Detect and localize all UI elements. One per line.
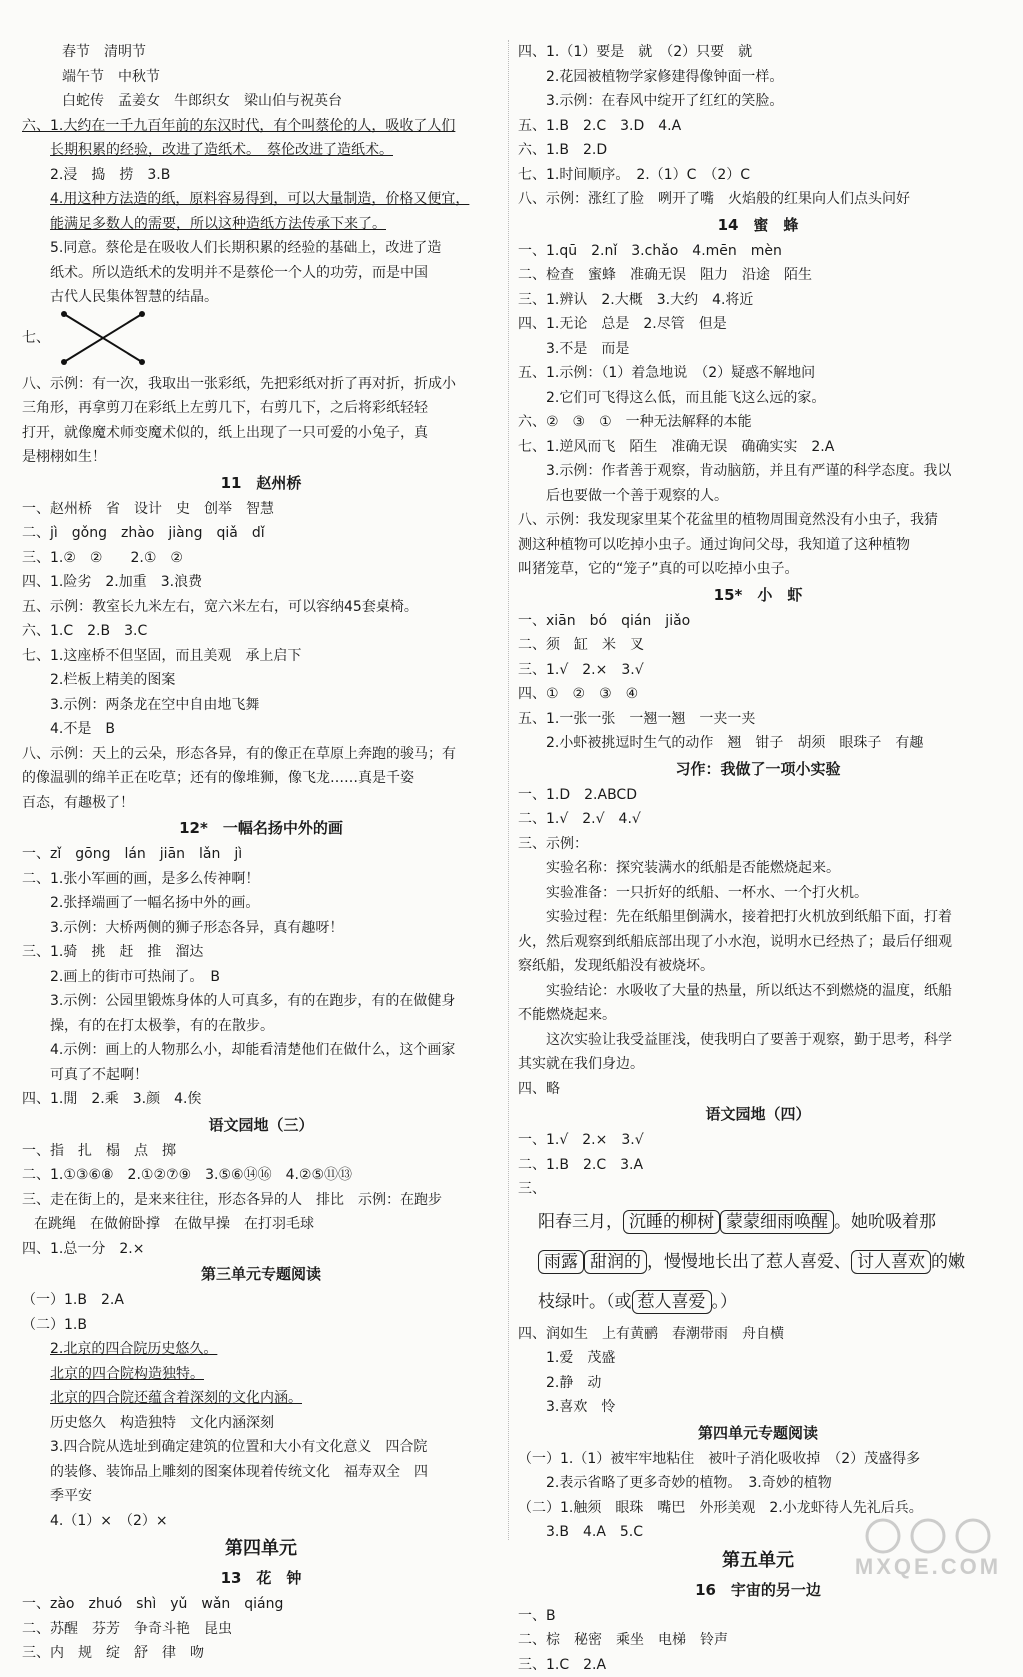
- line-text: 4.（1）× （2）×: [50, 1513, 168, 1529]
- answer-line: [22, 619, 500, 644]
- answer-line: [22, 965, 500, 990]
- line-text: 2.花园被植物学家修建得像钟面一样。: [546, 69, 783, 85]
- line-text: 北京的四合院还蕴含着深刻的文化内涵。: [50, 1390, 302, 1406]
- answer-line: [22, 1617, 500, 1642]
- line-text: 2.栏板上精美的图案: [50, 672, 175, 688]
- answer-line: [22, 842, 500, 867]
- line-text: 二、jì gǒng zhào jiàng qiǎ dǐ: [22, 525, 265, 541]
- line-text: 三、1.辨认 2.大概 3.大约 4.将近: [518, 292, 753, 308]
- line-text: 北京的四合院构造独特。: [50, 1366, 204, 1382]
- line-text: 八、示例：有一次，我取出一张彩纸，先把彩纸对折了再对折，折成小: [22, 376, 456, 392]
- answer-line: [518, 263, 998, 288]
- line-text: 2.静 动: [546, 1375, 601, 1391]
- answer-line: [22, 1509, 500, 1534]
- line-text: 3.喜欢 怜: [546, 1399, 615, 1415]
- line-text: 测这种植物可以吃掉小虫子。通过询问父母，我知道了这种植物: [518, 537, 910, 553]
- line-text: 语文园地（四）: [705, 1105, 810, 1123]
- section-heading: [518, 582, 998, 609]
- answer-line: [518, 1628, 998, 1653]
- line-text: 七、: [22, 330, 50, 346]
- line-text: 五、1.一张一张 一翘一翘 一夹一夹: [518, 711, 755, 727]
- line-text: 11 赵州桥: [221, 474, 302, 492]
- line-text: 二、检查 蜜蜂 准确无误 阻力 沿途 陌生: [518, 267, 812, 283]
- line-text: 一、B: [518, 1608, 556, 1624]
- watermark-icon: [843, 1516, 1013, 1556]
- hand-boxed: 惹人喜爱: [632, 1290, 712, 1314]
- answer-line: [518, 930, 998, 955]
- answer-line: [518, 832, 998, 857]
- line-text: 五、1.B 2.C 3.D 4.A: [518, 118, 681, 134]
- line-text: 二、1.张小军画的画，是多么传神啊！: [22, 871, 259, 887]
- answer-line: [518, 731, 998, 756]
- line-text: 一、xiān bó qián jiǎo: [518, 613, 690, 629]
- line-text: 历史悠久 构造独特 文化内涵深刻: [50, 1415, 274, 1431]
- answer-line: [518, 1028, 998, 1053]
- line-text: 一、1.D 2.ABCD: [518, 787, 637, 803]
- right-column-top: [518, 40, 998, 1202]
- line-text: 四、略: [518, 1081, 560, 1097]
- line-text: 六、1.C 2.B 3.C: [22, 623, 147, 639]
- answer-line: [22, 89, 500, 114]
- line-text: 一、1.qū 2.nǐ 3.chǎo 4.mēn mèn: [518, 243, 782, 259]
- answer-line: [22, 1087, 500, 1112]
- answer-line: [518, 1003, 998, 1028]
- hand-text: ，慢慢地长出了惹人喜爱、: [647, 1252, 851, 1272]
- line-text: 习作：我做了一项小实验: [675, 760, 840, 778]
- answer-line: [518, 881, 998, 906]
- line-text: 是栩栩如生！: [22, 449, 106, 465]
- line-text: 春节 清明节: [62, 44, 146, 60]
- line-text: 四、1.閒 2.乘 3.颜 4.俟: [22, 1091, 201, 1107]
- line-text: 四、润如生 上有黄鹂 春潮带雨 舟自横: [518, 1326, 784, 1342]
- line-text: 三角形，再拿剪刀在彩纸上左剪几下，右剪几下，之后将彩纸轻轻: [22, 400, 428, 416]
- line-text: （一）1.B 2.A: [22, 1292, 124, 1308]
- line-text: 3.不是 而是: [546, 341, 629, 357]
- answer-line: [518, 508, 998, 533]
- answer-line: [22, 867, 500, 892]
- answer-line: [518, 1395, 998, 1420]
- line-text: 3.示例：作者善于观察，肯动脑筋，并且有严谨的科学态度。我以: [546, 463, 951, 479]
- answer-line: [518, 312, 998, 337]
- section-heading: [518, 212, 998, 239]
- line-text: 一、指 扎 榻 点 掷: [22, 1143, 176, 1159]
- answer-line: [22, 766, 500, 791]
- answer-line: [22, 261, 500, 286]
- line-text: 一、1.√ 2.× 3.√: [518, 1132, 644, 1148]
- line-text: 端午节 中秋节: [62, 69, 160, 85]
- line-text: 2.张择端画了一幅名扬中外的画。: [50, 895, 259, 911]
- section-heading: [22, 1112, 500, 1139]
- line-text: 二、1.①③⑥⑧ 2.①②⑦⑨ 3.⑤⑥⑭⑯ 4.②⑤⑪⑬: [22, 1167, 352, 1183]
- answer-line: [518, 658, 998, 683]
- answer-line: [22, 916, 500, 941]
- line-text: 七、1.这座桥不但坚固，而且美观 承上启下: [22, 648, 301, 664]
- line-text: 二、须 缸 米 叉: [518, 637, 644, 653]
- line-text: 三、1.骑 挑 赶 推 溜达: [22, 944, 203, 960]
- section-heading: [22, 470, 500, 497]
- answer-line: [22, 372, 500, 397]
- line-text: 八、示例：我发现家里某个花盆里的植物周围竟然没有小虫子，我猜: [518, 512, 938, 528]
- hand-line-2: [518, 1242, 998, 1282]
- line-text: 第五单元: [722, 1550, 794, 1571]
- answer-line: [22, 693, 500, 718]
- line-text: 3.B 4.A 5.C: [546, 1524, 643, 1540]
- answer-line: [22, 989, 500, 1014]
- answer-line: [518, 65, 998, 90]
- line-text: 3.示例：在春风中绽开了红红的笑脸。: [546, 93, 783, 109]
- line-text: 火，然后观察到纸船底部出现了小水泡，说明水已经热了；最后仔细观: [518, 934, 952, 950]
- line-text: 二、棕 秘密 乘坐 电梯 铃声: [518, 1632, 728, 1648]
- line-text: 三、1.C 2.A: [518, 1657, 606, 1673]
- answer-line: [22, 1288, 500, 1313]
- line-text: 在跳绳 在做俯卧撑 在做早操 在打羽毛球: [34, 1216, 314, 1232]
- line-text: 3.四合院从选址到确定建筑的位置和大小有文化意义 四合院: [50, 1439, 427, 1455]
- section-heading: [518, 1101, 998, 1128]
- line-text: 的像温驯的绵羊正在吃草；还有的像堆狮，像飞龙……真是千姿: [22, 770, 414, 786]
- answer-line: [22, 1063, 500, 1088]
- line-text: 察纸船，发现纸船没有被烧坏。: [518, 958, 714, 974]
- line-text: 白蛇传 孟姜女 牛郎织女 梁山伯与祝英台: [62, 93, 342, 109]
- watermark-text: MXQE.COM: [843, 1554, 1013, 1580]
- line-text: 13 花 钟: [221, 1569, 302, 1587]
- answer-line: [518, 138, 998, 163]
- answer-line: [518, 1653, 998, 1677]
- answer-line: [22, 644, 500, 669]
- line-text: 百态，有趣极了！: [22, 795, 134, 811]
- hand-text: 。她吮吸着那: [834, 1212, 936, 1232]
- line-text: 实验准备：一只折好的纸船、一杯水、一个打火机。: [546, 885, 868, 901]
- line-text: 五、示例：教室长九米左右，宽六米左右，可以容纳45套桌椅。: [22, 599, 418, 615]
- answer-line: [518, 954, 998, 979]
- answer-line: [518, 1604, 998, 1629]
- line-text: 2.北京的四合院历史悠久。: [50, 1341, 217, 1357]
- line-text: 2.它们可飞得这么低，而且能飞这么远的家。: [546, 390, 825, 406]
- answer-line: [22, 570, 500, 595]
- line-text: 五、1.示例：（1）着急地说 （2）疑惑不解地问: [518, 365, 815, 381]
- line-text: 2.浸 捣 捞 3.B: [50, 167, 170, 183]
- answer-line: [22, 1592, 500, 1617]
- answer-line: [22, 1188, 500, 1213]
- line-text: 三、: [518, 1181, 546, 1197]
- line-text: 其实就在我们身边。: [518, 1056, 644, 1072]
- hand-boxed: 蒙蒙细雨唤醒: [720, 1210, 834, 1234]
- section-heading: [518, 756, 998, 783]
- answer-line: [518, 114, 998, 139]
- section-heading: [518, 1420, 998, 1447]
- answer-line: [22, 668, 500, 693]
- answer-line: [518, 435, 998, 460]
- answer-line: [22, 1460, 500, 1485]
- section-heading: [22, 1533, 500, 1565]
- answer-line: [518, 1177, 998, 1202]
- answer-line: [22, 891, 500, 916]
- line-text: 二、1.√ 2.√ 4.√: [518, 811, 641, 827]
- handwritten-answer: [518, 1202, 998, 1322]
- line-text: 12* 一幅名扬中外的画: [179, 819, 343, 837]
- line-text: 打开，就像魔术师变魔术似的，纸上出现了一只可爱的小兔子，真: [22, 425, 428, 441]
- line-text: 四、① ② ③ ④: [518, 686, 638, 702]
- answer-line: [22, 421, 500, 446]
- right-column: [518, 40, 998, 1677]
- section-heading: [22, 1261, 500, 1288]
- line-text: 1.爱 茂盛: [546, 1350, 615, 1366]
- answer-line: [518, 1128, 998, 1153]
- answer-line: [22, 1139, 500, 1164]
- line-text: 5.同意。蔡伦是在吸收人们长期积累的经验的基础上，改进了造: [50, 240, 441, 256]
- answer-line: [22, 1435, 500, 1460]
- answer-line: [22, 65, 500, 90]
- answer-line: [518, 682, 998, 707]
- line-text: 3.示例：公园里锻炼身体的人可真多，有的在跑步，有的在做健身: [50, 993, 455, 1009]
- hand-text: 的嫩: [931, 1252, 965, 1272]
- line-text: 第四单元: [225, 1538, 297, 1559]
- answer-line: [518, 557, 998, 582]
- answer-line: [22, 940, 500, 965]
- answer-line: [22, 163, 500, 188]
- line-text: 季平安: [50, 1488, 92, 1504]
- answer-line: [22, 742, 500, 767]
- hand-text: 阳春三月，: [538, 1212, 623, 1232]
- line-text: 实验名称：探究装满水的纸船是否能燃烧起来。: [546, 860, 840, 876]
- answer-line: [22, 1362, 500, 1387]
- line-text: （一）1.（1）被牢牢地粘住 被叶子消化吸收掉 （2）茂盛得多: [518, 1451, 920, 1467]
- line-text: 可真了不起啊！: [50, 1067, 148, 1083]
- answer-line: [518, 484, 998, 509]
- line-text: 二、苏醒 芬芳 争奇斗艳 昆虫: [22, 1621, 232, 1637]
- line-text: 2.画上的街市可热闹了。 B: [50, 969, 220, 985]
- line-text: 操，有的在打太极拳，有的在散步。: [50, 1018, 274, 1034]
- line-text: 一、赵州桥 省 设计 史 创举 智慧: [22, 501, 274, 517]
- hand-text: 。）: [712, 1292, 738, 1312]
- line-text: （二）1.B: [22, 1317, 87, 1333]
- answer-line: [22, 114, 500, 139]
- line-text: 实验结论：水吸收了大量的热量，所以纸达不到燃烧的温度，纸船: [546, 983, 952, 999]
- answer-line: [22, 1313, 500, 1338]
- line-text: 后也要做一个善于观察的人。: [546, 488, 728, 504]
- hand-boxed: 讨人喜欢: [851, 1250, 931, 1274]
- answer-line: [22, 546, 500, 571]
- line-text: 三、走在街上的，是来来往往，形态各异的人 排比 示例：在跑步: [22, 1192, 442, 1208]
- line-text: 第四单元专题阅读: [698, 1424, 818, 1442]
- answer-line: [22, 1212, 500, 1237]
- line-text: 四、1.总一分 2.×: [22, 1241, 144, 1257]
- line-text: 14 蜜 蜂: [718, 216, 799, 234]
- answer-line: [22, 138, 500, 163]
- line-text: 长期积累的经验，改进了造纸术。 蔡伦改进了造纸术。: [50, 142, 393, 158]
- answer-line: [22, 396, 500, 421]
- answer-line: [22, 187, 500, 212]
- section-heading: [22, 1565, 500, 1592]
- line-text: 16 宇宙的另一边: [695, 1581, 821, 1599]
- answer-line: [518, 633, 998, 658]
- answer-line: [22, 521, 500, 546]
- answer-line: [22, 1337, 500, 1362]
- line-text: 二、1.B 2.C 3.A: [518, 1157, 643, 1173]
- answer-line: [518, 1153, 998, 1178]
- answer-line: [518, 40, 998, 65]
- line-text: 六、1.B 2.D: [518, 142, 607, 158]
- line-text: 四、1.险劣 2.加重 3.浪费: [22, 574, 202, 590]
- line-text: 15* 小 虾: [714, 586, 803, 604]
- answer-line: [518, 979, 998, 1004]
- line-text: 语文园地（三）: [208, 1116, 313, 1134]
- answer-line: [518, 89, 998, 114]
- answer-line: [518, 1346, 998, 1371]
- column-divider: [508, 40, 509, 1540]
- hand-boxed: 沉睡的柳树: [623, 1210, 720, 1234]
- line-text: 七、1.时间顺序。 2.（1）C （2）C: [518, 167, 750, 183]
- line-text: 七、1.逆风而飞 陌生 准确无误 确确实实 2.A: [518, 439, 834, 455]
- answer-line: [22, 1484, 500, 1509]
- answer-line: [22, 236, 500, 261]
- line-text: 古代人民集体智慧的结晶。: [50, 289, 218, 305]
- answer-line: [518, 609, 998, 634]
- line-text: 第三单元专题阅读: [201, 1265, 321, 1283]
- answer-line: [22, 285, 500, 310]
- line-text: 八、示例：涨红了脸 咧开了嘴 火焰般的红果向人们点头问好: [518, 191, 910, 207]
- answer-line: [518, 187, 998, 212]
- answer-line: [518, 707, 998, 732]
- answer-line: [22, 497, 500, 522]
- line-text: 六、② ③ ① 一种无法解释的本能: [518, 414, 752, 430]
- line-text: 六、1.大约在一千九百年前的东汉时代，有个叫蔡伦的人，吸收了人们: [22, 118, 455, 134]
- line-text: 四、1.无论 总是 2.尽管 但是: [518, 316, 727, 332]
- line-text: 一、zǐ gōng lán jiān lǎn jì: [22, 846, 242, 862]
- line-text: 实验过程：先在纸船里倒满水，接着把打火机放到纸船下面，打着: [546, 909, 952, 925]
- answer-line: [22, 310, 500, 372]
- line-text: 四、1.（1）要是 就 （2）只要 就: [518, 44, 752, 60]
- answer-line: [22, 791, 500, 816]
- line-text: 2.表示省略了更多奇妙的植物。 3.奇妙的植物: [546, 1475, 832, 1491]
- line-text: （二）1.触须 眼珠 嘴巴 外形美观 2.小龙虾待人先礼后兵。: [518, 1500, 923, 1516]
- answer-line: [518, 1322, 998, 1347]
- line-text: 这次实验让我受益匪浅，使我明白了要善于观察，勤于思考，科学: [546, 1032, 952, 1048]
- answer-line: [518, 807, 998, 832]
- answer-line: [22, 1386, 500, 1411]
- answer-line: [22, 595, 500, 620]
- answer-line: [22, 1038, 500, 1063]
- answer-line: [22, 40, 500, 65]
- line-text: 4.不是 B: [50, 721, 115, 737]
- answer-line: [518, 1052, 998, 1077]
- answer-line: [518, 459, 998, 484]
- answer-line: [22, 445, 500, 470]
- answer-line: [518, 163, 998, 188]
- answer-line: [22, 212, 500, 237]
- answer-line: [518, 288, 998, 313]
- line-text: 纸术。所以造纸术的发明并不是蔡伦一个人的功劳，而是中国: [50, 265, 428, 281]
- answer-line: [22, 717, 500, 742]
- hand-text: 枝绿叶。（或: [538, 1292, 632, 1312]
- answer-line: [518, 783, 998, 808]
- answer-line: [518, 1077, 998, 1102]
- line-text: 叫猪笼草，它的“笼子”真的可以吃掉小虫子。: [518, 561, 799, 577]
- line-text: 不能燃烧起来。: [518, 1007, 616, 1023]
- answer-line: [518, 856, 998, 881]
- answer-line: [518, 905, 998, 930]
- line-text: 三、内 规 绽 舒 律 吻: [22, 1645, 204, 1661]
- line-text: 八、示例：天上的云朵，形态各异，有的像正在草原上奔跑的骏马；有: [22, 746, 456, 762]
- matching-lines-icon: [58, 310, 148, 366]
- answer-line: [518, 1471, 998, 1496]
- answer-line: [518, 1447, 998, 1472]
- hand-boxed: 甜润的: [584, 1250, 647, 1274]
- hand-boxed: 雨露: [538, 1250, 584, 1274]
- hand-line-3: [518, 1282, 998, 1322]
- answer-line: [22, 1163, 500, 1188]
- answer-line: [518, 337, 998, 362]
- line-text: 三、1.② ② 2.① ②: [22, 550, 183, 566]
- answer-line: [518, 361, 998, 386]
- line-text: 能满足多数人的需要，所以这种造纸方法传承下来了。: [50, 216, 386, 232]
- right-column-bottom: [518, 1322, 998, 1677]
- line-text: 2.小虾被挑逗时生气的动作 翘 钳子 胡须 眼珠子 有趣: [546, 735, 923, 751]
- line-text: 4.示例：画上的人物那么小，却能看清楚他们在做什么，这个画家: [50, 1042, 455, 1058]
- line-text: 一、zào zhuó shì yǔ wǎn qiáng: [22, 1596, 283, 1612]
- line-text: 3.示例：大桥两侧的狮子形态各异，真有趣呀！: [50, 920, 343, 936]
- answer-line: [518, 1371, 998, 1396]
- answer-line: [22, 1014, 500, 1039]
- answer-line: [22, 1641, 500, 1666]
- answer-line: [518, 239, 998, 264]
- line-text: 的装修、装饰品上雕刻的图案体现着传统文化 福寿双全 四: [50, 1464, 428, 1480]
- answer-line: [22, 1411, 500, 1436]
- left-column: [22, 40, 500, 1666]
- watermark-logo: [843, 1516, 1013, 1592]
- answer-line: [518, 386, 998, 411]
- line-text: 三、1.√ 2.× 3.√: [518, 662, 644, 678]
- hand-line-1: [518, 1202, 998, 1242]
- line-text: 3.示例：两条龙在空中自由地飞舞: [50, 697, 259, 713]
- line-text: 三、示例：: [518, 836, 588, 852]
- line-text: 4.用这种方法造的纸，原料容易得到，可以大量制造，价格又便宜，: [50, 191, 469, 207]
- answer-line: [518, 533, 998, 558]
- section-heading: [22, 815, 500, 842]
- answer-line: [518, 410, 998, 435]
- answer-line: [22, 1237, 500, 1262]
